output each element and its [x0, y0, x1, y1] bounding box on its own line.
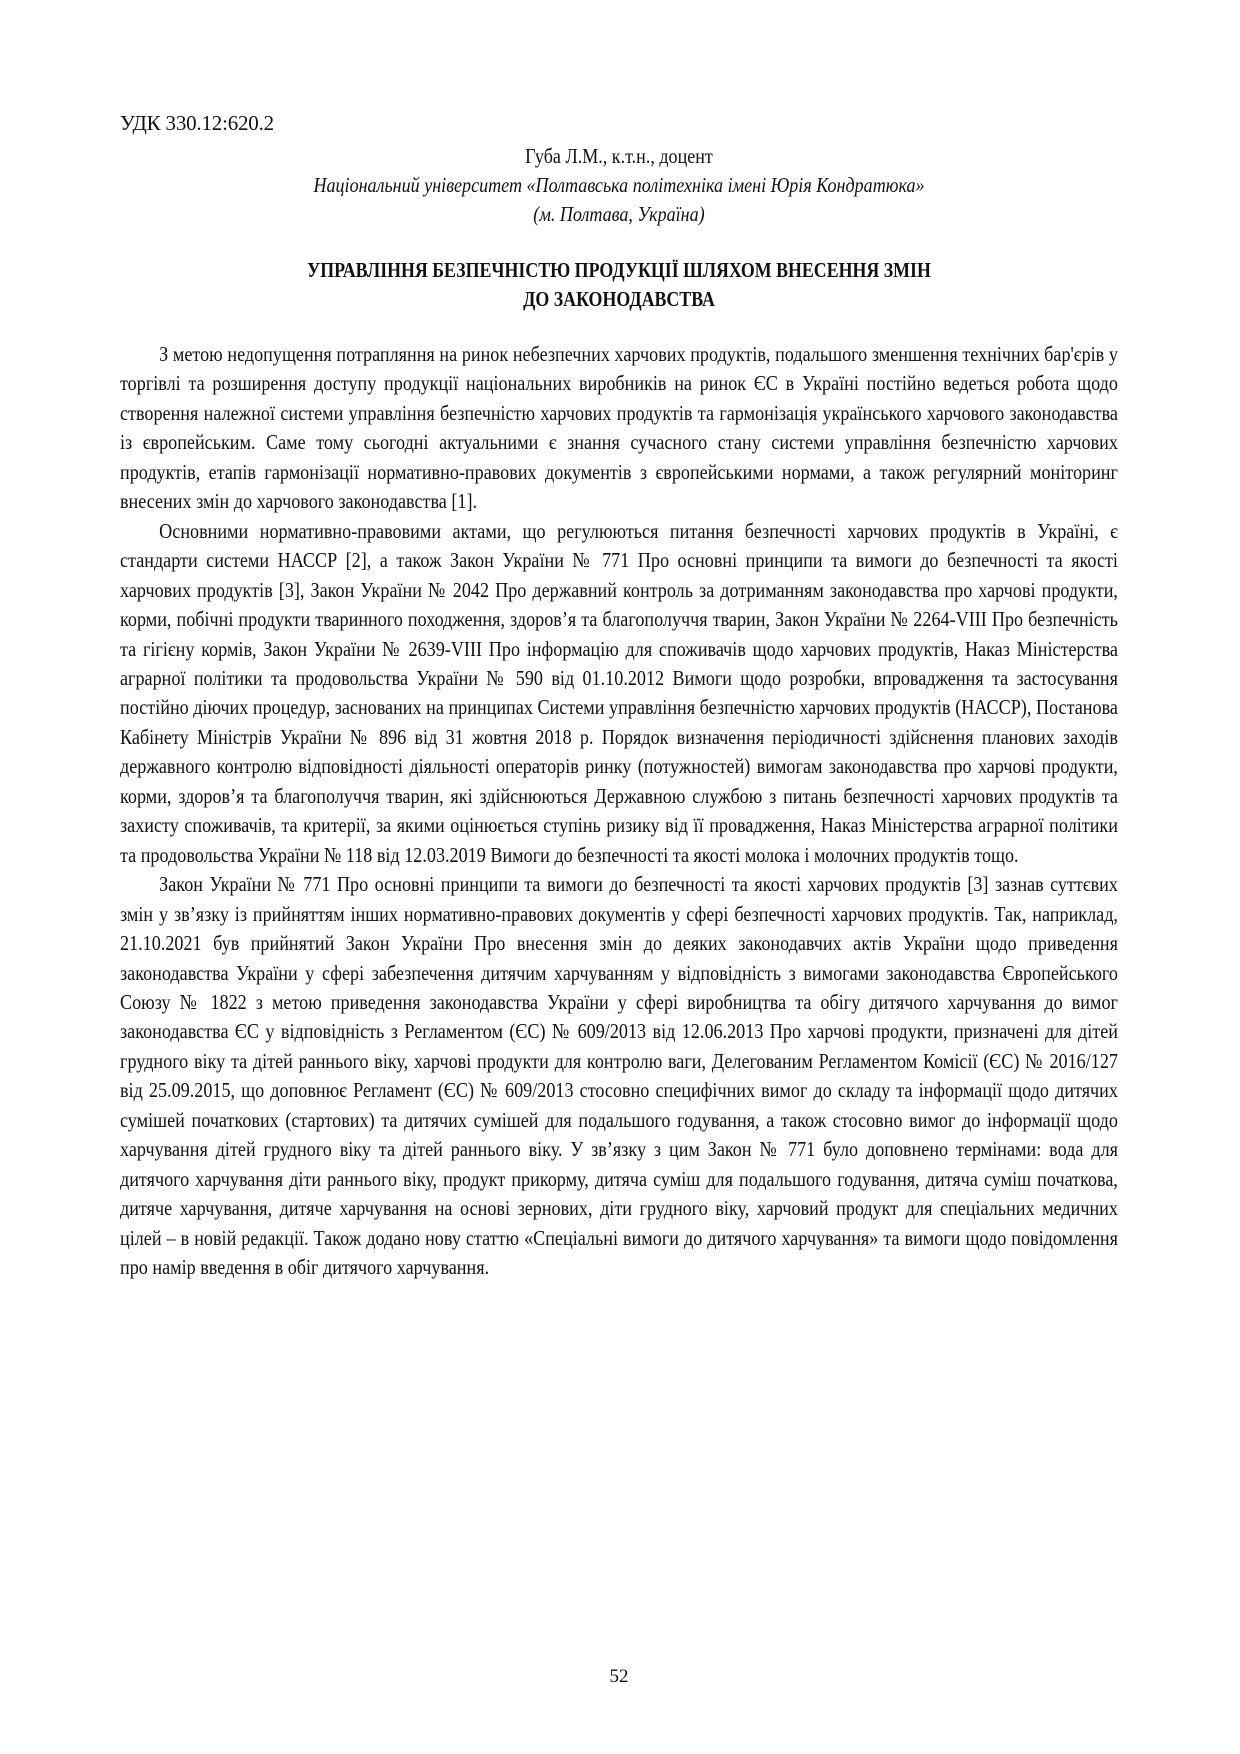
article-title	[195, 256, 1043, 314]
udk-code: УДК 330.12:620.2	[120, 111, 274, 135]
paragraph: Закон України № 771 Про основні принципи та вимоги до безпечності та якості харчових продуктів [3] зазнав суттєвих змін у зв’язку із прийняттям інших нормативно-правових документів у сфері безпечності харчових продуктів. Так, наприклад, 21.10.2021 був прийнятий Закон України Про внесення змін до деяких законодавчих актів України щодо приведення законодавства України у сфері забезпечення дитячим харчуванням у відповідність з вимогами законодавства Європейського Союзу № 1822 з метою приведення законодавства України у сфері виробництва та обігу дитячого харчування до вимог законодавства ЄС у відповідність з Регламентом (ЄС) № 609/2013 від 12.06.2013 Про харчові продукти, призначені для дітей грудного віку та дітей раннього віку, харчові продукти для контролю ваги, Делегованим Регламентом Комісії (ЄС) № 2016/127 від 25.09.2015, що доповнює Регламент (ЄС) № 609/2013 стосовно специфічних вимог до складу та інформації щодо дитячих сумішей початкових (стартових) та дитячих сумішей для подальшого годування, а також стосовно вимог до інформації щодо харчування дітей грудного віку та дітей раннього віку. У зв’язку з цим Закон № 771 було доповнено термінами: вода для дитячого харчування діти раннього віку, продукт прикорму, дитяча суміш для подальшого годування, дитяча суміш початкова, дитяче харчування, дитяче харчування на основі зернових, діти грудного віку, харчовий продукт для спеціальних медичних цілей – в новій редакції. Також додано нову статтю «Спеціальні вимоги до дитячого харчування» та вимоги щодо повідомлення про намір введення в обіг дитячого харчування.	[120, 872, 1118, 1280]
paragraph: Основними нормативно-правовими актами, що регулюються питання безпечності харчових продуктів в Україні, є стандарти системи НАССР [2], а також Закон України № 771 Про основні принципи та вимоги до безпечності та якості харчових продуктів [3], Закон України № 2042 Про державний контроль за дотриманням законодавства про харчові продукти, корми, побічні продукти тваринного походження, здоров’я та благополуччя тварин, Закон України № 2264-VIII Про безпечність та гігієну кормів, Закон України № 2639-VIII Про інформацію для споживачів щодо харчових продуктів, Наказ Міністерства аграрної політики та продовольства України № 590 від 01.10.2012 Вимоги щодо розробки, впровадження та застосування постійно діючих процедур, заснованих на принципах Системи управління безпечністю харчових продуктів (НАССР), Постанова Кабінету Міністрів України № 896 від 31 жовтня 2018 р. Порядок визначення періодичності здійснення планових заходів державного контролю відповідності діяльності операторів ринку (потужностей) вимогам законодавства про харчові продукти, корми, здоров’я та благополуччя тварин, які здійснюються Державною службою з питань безпечності харчових продуктів та захисту споживачів, та критерії, за якими оцінюється ступінь ризику від її провадження, Наказ Міністерства аграрної політики та продовольства України № 118 від 12.03.2019 Вимоги до безпечності та якості молока і молочних продуктів тощо.	[120, 518, 1118, 867]
article-title-line-2: ДО ЗАКОНОДАВСТВА	[523, 287, 715, 311]
page-number: 52	[609, 1666, 629, 1687]
article-body	[120, 340, 1118, 1283]
paragraph: З метою недопущення потрапляння на ринок небезпечних харчових продуктів, подальшого зменшення технічних бар'єрів у торгівлі та розширення доступу продукції національних виробників на ринок ЄС в Україні постійно ведеться робота щодо створення належної системи управління безпечністю харчових продуктів та гармонізація українського харчового законодавства із європейським. Саме тому сьогодні актуальними є знання сучасного стану системи управління безпечністю харчових продуктів, етапів гармонізації нормативно-правових документів з європейськими нормами, а також регулярний моніторинг внесених змін до харчового законодавства [1].	[120, 342, 1118, 514]
affiliation: Національний університет «Полтавська політехніка імені Юрія Кондратюка»	[313, 173, 925, 197]
article-title-line-1: УПРАВЛІННЯ БЕЗПЕЧНІСТЮ ПРОДУКЦІЇ ШЛЯХОМ ВНЕСЕННЯ ЗМІН	[307, 258, 931, 282]
author-line: Губа Л.М., к.т.н., доцент	[525, 144, 713, 168]
location: (м. Полтава, Україна)	[533, 202, 705, 226]
